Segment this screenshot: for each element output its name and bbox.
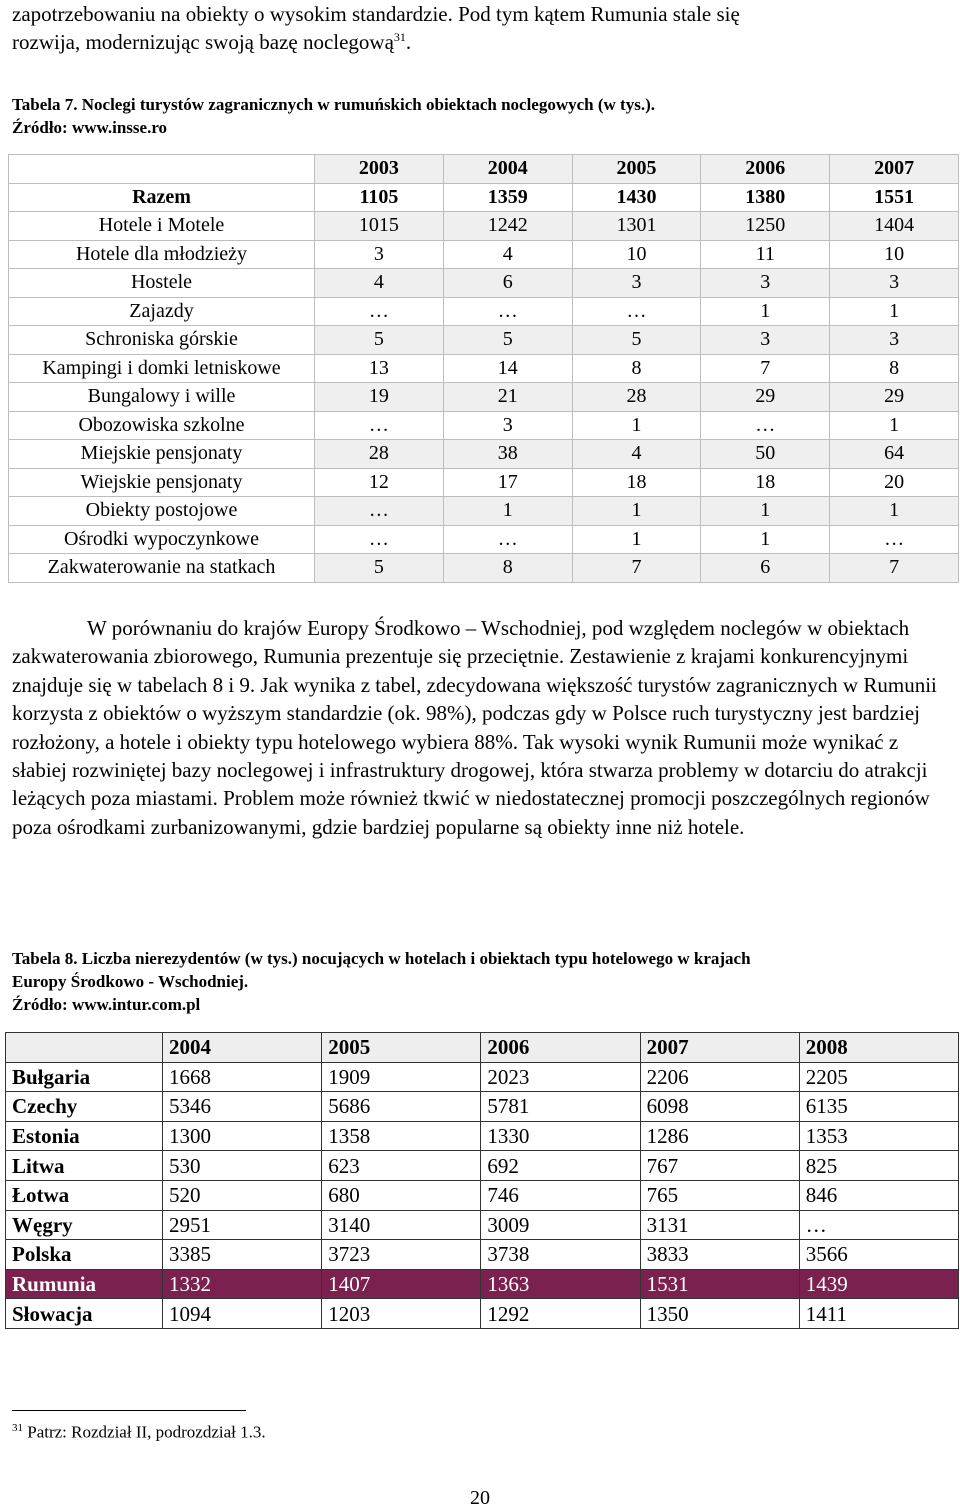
table8-row xyxy=(6,1092,959,1122)
table7-cell: 1250 xyxy=(701,212,830,241)
table7-cell: 18 xyxy=(701,468,830,497)
table7-cell: 6 xyxy=(443,269,572,298)
table7-cell: 64 xyxy=(830,440,959,469)
table7-cell: 8 xyxy=(830,354,959,383)
table8-country: Węgry xyxy=(6,1210,163,1240)
table7-header-row xyxy=(9,155,959,184)
table7-cell: 8 xyxy=(572,354,701,383)
table7-corner-cell xyxy=(9,155,315,184)
table7-row-label: Razem xyxy=(9,183,315,212)
table8-cell: … xyxy=(799,1210,958,1240)
table8-header-row xyxy=(6,1033,959,1063)
table7-cell: 21 xyxy=(443,383,572,412)
table8-cell: 1363 xyxy=(481,1269,640,1299)
table7-cell: 5 xyxy=(315,326,444,355)
table7-cell: 18 xyxy=(572,468,701,497)
table8-cell: 5346 xyxy=(163,1092,322,1122)
table8-cell: 3833 xyxy=(640,1240,799,1270)
table8-cell: 746 xyxy=(481,1180,640,1210)
table7-source: Źródło: www.insse.ro xyxy=(12,118,168,137)
table8-cell: 520 xyxy=(163,1180,322,1210)
table7-row xyxy=(9,554,959,583)
table7-row-label: Zakwaterowanie na statkach xyxy=(9,554,315,583)
table7-cell: 5 xyxy=(443,326,572,355)
table8-row xyxy=(6,1151,959,1181)
table7-cell: 19 xyxy=(315,383,444,412)
footnote-number: 31 xyxy=(12,1422,23,1434)
table7-row xyxy=(9,297,959,326)
table8-cell: 1203 xyxy=(322,1299,481,1329)
table7-cell: 1551 xyxy=(830,183,959,212)
table8-country: Czechy xyxy=(6,1092,163,1122)
table8-cell: 1094 xyxy=(163,1299,322,1329)
table8-country: Bułgaria xyxy=(6,1062,163,1092)
table8-cell: 3131 xyxy=(640,1210,799,1240)
table8-row xyxy=(6,1180,959,1210)
table7-row xyxy=(9,383,959,412)
table7-cell: 20 xyxy=(830,468,959,497)
table8-year-header: 2004 xyxy=(163,1033,322,1063)
table7-cell: 1 xyxy=(830,297,959,326)
table7-cell: 38 xyxy=(443,440,572,469)
table8-cell: 1353 xyxy=(799,1121,958,1151)
table8-year-header: 2006 xyxy=(481,1033,640,1063)
table7-cell: 7 xyxy=(572,554,701,583)
table8-year-header: 2007 xyxy=(640,1033,799,1063)
table8-year-header: 2005 xyxy=(322,1033,481,1063)
table7-row xyxy=(9,440,959,469)
table7-cell: 14 xyxy=(443,354,572,383)
table7-cell: 13 xyxy=(315,354,444,383)
table8-country: Polska xyxy=(6,1240,163,1270)
table8-cell: 1411 xyxy=(799,1299,958,1329)
table7-cell: 3 xyxy=(572,269,701,298)
table8-cell: 623 xyxy=(322,1151,481,1181)
table-7 xyxy=(8,154,959,583)
table8-cell: 5686 xyxy=(322,1092,481,1122)
table7-caption xyxy=(12,93,948,139)
table8-cell: 1350 xyxy=(640,1299,799,1329)
table7-row xyxy=(9,326,959,355)
table7-cell: … xyxy=(443,525,572,554)
table8-cell: 3723 xyxy=(322,1240,481,1270)
table7-cell: … xyxy=(443,297,572,326)
table7-cell: 1430 xyxy=(572,183,701,212)
table7-cell: … xyxy=(315,497,444,526)
table8-cell: 767 xyxy=(640,1151,799,1181)
table8-cell: 530 xyxy=(163,1151,322,1181)
table7-cell: 1404 xyxy=(830,212,959,241)
table8-cell: 2206 xyxy=(640,1062,799,1092)
table-8 xyxy=(5,1032,959,1329)
table8-cell: 825 xyxy=(799,1151,958,1181)
table7-row-label: Obozowiska szkolne xyxy=(9,411,315,440)
table8-cell: 3738 xyxy=(481,1240,640,1270)
table7-cell: 1359 xyxy=(443,183,572,212)
table7-cell: … xyxy=(315,411,444,440)
table7-cell: 3 xyxy=(701,269,830,298)
table8-cell: 1407 xyxy=(322,1269,481,1299)
table7-row xyxy=(9,240,959,269)
table7-cell: 10 xyxy=(830,240,959,269)
table8-cell: 3140 xyxy=(322,1210,481,1240)
table8-year-header: 2008 xyxy=(799,1033,958,1063)
table7-cell: 1301 xyxy=(572,212,701,241)
table7-row-label: Hostele xyxy=(9,269,315,298)
table8-row xyxy=(6,1240,959,1270)
table7-cell: 3 xyxy=(443,411,572,440)
table7-cell: 28 xyxy=(315,440,444,469)
footnote-separator xyxy=(12,1410,246,1411)
table7-year-header: 2004 xyxy=(443,155,572,184)
table8-row xyxy=(6,1062,959,1092)
table8-source: Źródło: www.intur.com.pl xyxy=(12,995,201,1014)
intro-line-2: rozwija, modernizując swoją bazę noclegową$^{31}$. xyxy=(12,30,412,54)
table7-cell: 7 xyxy=(830,554,959,583)
table8-row xyxy=(6,1269,959,1299)
table7-year-header: 2007 xyxy=(830,155,959,184)
table8-cell: 1292 xyxy=(481,1299,640,1329)
intro-text xyxy=(12,0,948,56)
table7-cell: 3 xyxy=(830,269,959,298)
table8-title-line-2: Europy Środkowo - Wschodniej. xyxy=(12,972,249,991)
table7-title: Tabela 7. Noclegi turystów zagranicznych w rumuńskich obiektach noclegowych (w tys.). xyxy=(12,95,655,114)
table7-row xyxy=(9,525,959,554)
table8-row xyxy=(6,1299,959,1329)
table7-cell: 4 xyxy=(443,240,572,269)
table7-cell: 1 xyxy=(572,411,701,440)
table7-cell: 1242 xyxy=(443,212,572,241)
table8-cell: 846 xyxy=(799,1180,958,1210)
table8-cell: 1439 xyxy=(799,1269,958,1299)
table8-cell: 765 xyxy=(640,1180,799,1210)
table7-year-header: 2005 xyxy=(572,155,701,184)
table8-cell: 1286 xyxy=(640,1121,799,1151)
table8-cell: 3009 xyxy=(481,1210,640,1240)
table7-row xyxy=(9,411,959,440)
table8-corner-cell xyxy=(6,1033,163,1063)
table7-row xyxy=(9,269,959,298)
table7-cell: 3 xyxy=(315,240,444,269)
table7-cell: 1 xyxy=(830,497,959,526)
table7-cell: 3 xyxy=(701,326,830,355)
table7-year-header: 2003 xyxy=(315,155,444,184)
table8-caption xyxy=(12,947,948,1016)
table7-cell: 1 xyxy=(701,497,830,526)
table7-row-label: Bungalowy i wille xyxy=(9,383,315,412)
table7-cell: 1105 xyxy=(315,183,444,212)
table7-cell: 1 xyxy=(572,497,701,526)
table7-cell: … xyxy=(315,297,444,326)
footnote: $^{31}$ Patrz: Rozdział II, podrozdział 1.3. xyxy=(12,1422,266,1442)
table7-cell: 5 xyxy=(572,326,701,355)
page-number: 20 xyxy=(470,1487,490,1509)
table8-cell: 2951 xyxy=(163,1210,322,1240)
table7-cell: 4 xyxy=(315,269,444,298)
table7-year-header: 2006 xyxy=(701,155,830,184)
table8-cell: 680 xyxy=(322,1180,481,1210)
table7-row-label: Kampingi i domki letniskowe xyxy=(9,354,315,383)
table7-cell: 7 xyxy=(701,354,830,383)
table7-cell: … xyxy=(315,525,444,554)
table8-country: Słowacja xyxy=(6,1299,163,1329)
table7-cell: 3 xyxy=(830,326,959,355)
table7-cell: 5 xyxy=(315,554,444,583)
table7-row xyxy=(9,497,959,526)
table7-cell: 8 xyxy=(443,554,572,583)
table8-cell: 3566 xyxy=(799,1240,958,1270)
table7-row xyxy=(9,354,959,383)
table7-cell: 17 xyxy=(443,468,572,497)
table8-cell: 1332 xyxy=(163,1269,322,1299)
table8-cell: 6135 xyxy=(799,1092,958,1122)
table7-cell: 4 xyxy=(572,440,701,469)
table8-cell: 1909 xyxy=(322,1062,481,1092)
table7-cell: 11 xyxy=(701,240,830,269)
table7-row xyxy=(9,468,959,497)
table7-cell: 28 xyxy=(572,383,701,412)
table8-country: Łotwa xyxy=(6,1180,163,1210)
table7-row-label: Obiekty postojowe xyxy=(9,497,315,526)
table7-cell: 50 xyxy=(701,440,830,469)
table7-cell: 1015 xyxy=(315,212,444,241)
table7-cell: 1 xyxy=(830,411,959,440)
table8-cell: 1668 xyxy=(163,1062,322,1092)
table7-row-label: Schroniska górskie xyxy=(9,326,315,355)
table7-cell: 1 xyxy=(443,497,572,526)
table8-row xyxy=(6,1210,959,1240)
table7-row-label: Miejskie pensjonaty xyxy=(9,440,315,469)
table7-row-label: Ośrodki wypoczynkowe xyxy=(9,525,315,554)
table8-cell: 1531 xyxy=(640,1269,799,1299)
table7-cell: 1 xyxy=(701,525,830,554)
table7-cell: 29 xyxy=(830,383,959,412)
footnote-reference[interactable]: 31 xyxy=(393,30,406,44)
table7-row-label: Hotele i Motele xyxy=(9,212,315,241)
table8-title-line-1: Tabela 8. Liczba nierezydentów (w tys.) nocujących w hotelach i obiektach typu hotelowego w krajach xyxy=(12,949,751,968)
body-paragraph: W porównaniu do krajów Europy Środkowo – Wschodniej, pod względem noclegów w obiektach zakwaterowania zbiorowego, Rumunia prezentuje się przeciętnie. Zestawienie z krajami konkurencyjnymi znajduje się w tabelach 8 i 9. Jak wynika z tabel, zdecydowana większość turystów zagranicznych w Rumunii korzysta z obiektów o wyższym standardzie (ok. 98%), podczas gdy w Polsce ruch turystyczny jest bardziej rozłożony, a hotele i obiekty typu hotelowego wybiera 88%. Tak wysoki wynik Rumunii może wynikać z słabiej rozwiniętej bazy noclegowej i infrastruktury drogowej, która stwarza problemy w dotarciu do atrakcji leżących poza miastami. Problem może również tkwić w niedostatecznej promocji poszczególnych regionów poza ośrodkami zurbanizowanymi, gdzie bardziej popularne są obiekty inne niż hotele. xyxy=(12,616,937,839)
table8-cell: 6098 xyxy=(640,1092,799,1122)
intro-line-1: zapotrzebowaniu na obiekty o wysokim standardzie. Pod tym kątem Rumunia stale się xyxy=(12,2,740,26)
table8-country: Litwa xyxy=(6,1151,163,1181)
table8-cell: 5781 xyxy=(481,1092,640,1122)
table7-cell: 1 xyxy=(701,297,830,326)
table7-row-label: Hotele dla młodzieży xyxy=(9,240,315,269)
table7-cell: 1380 xyxy=(701,183,830,212)
table8-cell: 1358 xyxy=(322,1121,481,1151)
table7-cell: 1 xyxy=(572,525,701,554)
table8-cell: 2023 xyxy=(481,1062,640,1092)
table8-country: Estonia xyxy=(6,1121,163,1151)
table8-row xyxy=(6,1121,959,1151)
table7-cell: … xyxy=(572,297,701,326)
table7-row xyxy=(9,212,959,241)
table7-cell: … xyxy=(701,411,830,440)
table8-cell: 1330 xyxy=(481,1121,640,1151)
table7-row xyxy=(9,183,959,212)
table7-cell: 10 xyxy=(572,240,701,269)
table7-row-label: Wiejskie pensjonaty xyxy=(9,468,315,497)
table8-cell: 692 xyxy=(481,1151,640,1181)
table8-country: Rumunia xyxy=(6,1269,163,1299)
table7-cell: 6 xyxy=(701,554,830,583)
table7-cell: … xyxy=(830,525,959,554)
table8-cell: 2205 xyxy=(799,1062,958,1092)
table7-cell: 12 xyxy=(315,468,444,497)
table8-cell: 1300 xyxy=(163,1121,322,1151)
table8-cell: 3385 xyxy=(163,1240,322,1270)
table7-row-label: Zajazdy xyxy=(9,297,315,326)
table7-cell: 29 xyxy=(701,383,830,412)
